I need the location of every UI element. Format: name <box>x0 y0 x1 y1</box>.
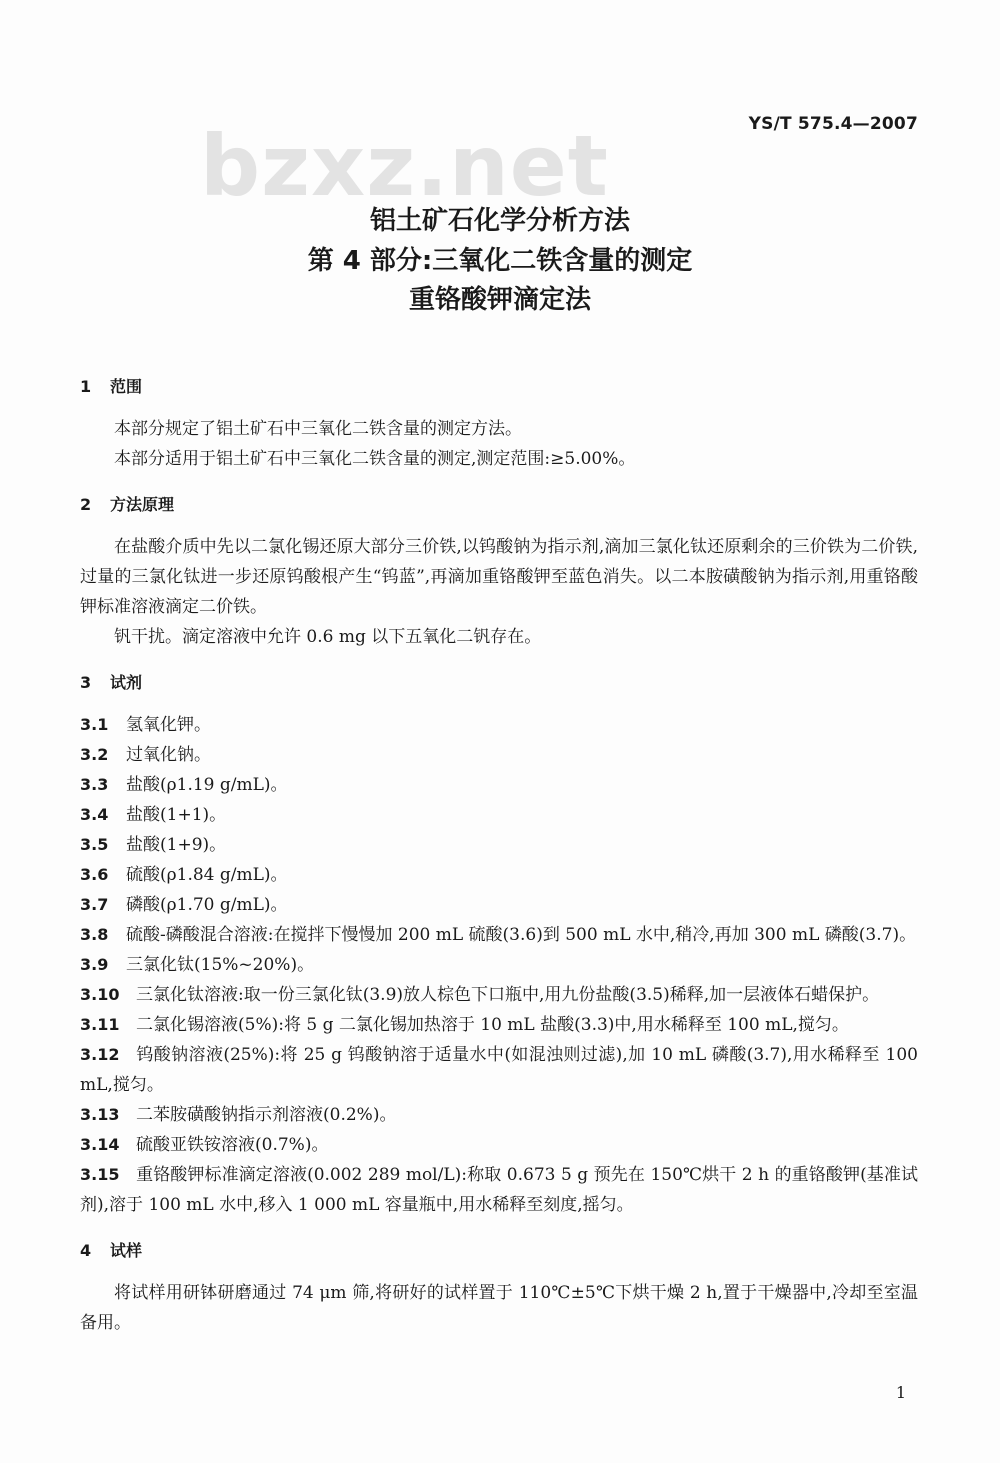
reagent-item <box>80 800 918 830</box>
item-text: 氢氧化钾。 <box>126 715 211 735</box>
standard-number: YS/T 575.4—2007 <box>748 114 918 134</box>
section-title: 范围 <box>110 377 143 396</box>
item-text: 盐酸(1+1)。 <box>126 805 227 825</box>
reagent-item <box>80 770 918 800</box>
section-heading-sample <box>80 1236 918 1266</box>
reagent-item <box>80 1100 918 1130</box>
page-number: 1 <box>895 1383 906 1402</box>
item-number: 3.2 <box>80 745 109 764</box>
item-number: 3.11 <box>80 1015 120 1034</box>
reagent-item <box>80 830 918 860</box>
item-number: 3.6 <box>80 865 109 884</box>
item-text: 三氯化钛溶液:取一份三氯化钛(3.9)放人棕色下口瓶中,用九份盐酸(3.5)稀释,加一层液体石蜡保护。 <box>136 985 880 1005</box>
item-number: 3.13 <box>80 1105 120 1124</box>
paragraph: 在盐酸介质中先以二氯化锡还原大部分三价铁,以钨酸钠为指示剂,滴加三氯化钛还原剩余的三价铁为二价铁,过量的三氯化钛进一步还原钨酸根产生“钨蓝”,再滴加重铬酸钾至蓝色消失。以二本胺磺酸钠为指示剂,用重铬酸钾标准溶液滴定二价铁。 <box>80 537 918 617</box>
section-title: 试样 <box>110 1241 143 1260</box>
section-heading-reagents <box>80 668 918 698</box>
item-number: 3.10 <box>80 985 120 1004</box>
item-text: 钨酸钠溶液(25%):将 25 g 钨酸钠溶于适量水中(如混浊则过滤),加 10 mL 磷酸(3.7),用水稀释至 100 mL,搅匀。 <box>80 1045 918 1095</box>
paragraph: 钒干扰。滴定溶液中允许 0.6 mg 以下五氧化二钒存在。 <box>114 627 542 647</box>
item-text: 磷酸(ρ1.70 g/mL)。 <box>126 895 288 915</box>
section-number: 1 <box>80 377 92 396</box>
section-heading-principle <box>80 490 918 520</box>
item-number: 3.9 <box>80 955 109 974</box>
item-text: 盐酸(1+9)。 <box>126 835 227 855</box>
document-subtitle: 第 4 部分:三氧化二铁含量的测定 <box>307 246 693 276</box>
item-number: 3.5 <box>80 835 109 854</box>
item-number: 3.1 <box>80 715 109 734</box>
reagent-item <box>80 1160 918 1220</box>
reagent-item <box>80 710 918 740</box>
section-title: 方法原理 <box>110 495 175 514</box>
watermark: bzxz.net <box>200 117 609 215</box>
paragraph: 本部分适用于铝土矿石中三氧化二铁含量的测定,测定范围:≥5.00%。 <box>114 449 636 469</box>
item-number: 3.14 <box>80 1135 120 1154</box>
section-title: 试剂 <box>110 673 143 692</box>
reagent-item <box>80 740 918 770</box>
item-text: 硫酸-磷酸混合溶液:在搅拌下慢慢加 200 mL 硫酸(3.6)到 500 mL 水中,稍冷,再加 300 mL 磷酸(3.7)。 <box>126 925 917 945</box>
reagent-item <box>80 890 918 920</box>
document-title: 铝土矿石化学分析方法 <box>369 206 630 236</box>
reagent-item <box>80 860 918 890</box>
item-text: 盐酸(ρ1.19 g/mL)。 <box>126 775 288 795</box>
section-number: 2 <box>80 495 92 514</box>
item-text: 重铬酸钾标准滴定溶液(0.002 289 mol/L):称取 0.673 5 g 预先在 150℃烘干 2 h 的重铬酸钾(基准试剂),溶于 100 mL 水中,移入 1 000 mL 容量瓶中,用水稀释至刻度,摇匀。 <box>80 1165 918 1215</box>
item-text: 二苯胺磺酸钠指示剂溶液(0.2%)。 <box>136 1105 397 1125</box>
item-text: 过氧化钠。 <box>126 745 211 765</box>
item-number: 3.7 <box>80 895 109 914</box>
reagent-item <box>80 1010 918 1040</box>
item-text: 二氯化锡溶液(5%):将 5 g 二氯化锡加热溶于 10 mL 盐酸(3.3)中,用水稀释至 100 mL,搅匀。 <box>136 1015 849 1035</box>
item-text: 三氯化钛(15%~20%)。 <box>126 955 315 975</box>
item-text: 硫酸亚铁铵溶液(0.7%)。 <box>136 1135 329 1155</box>
item-number: 3.12 <box>80 1045 120 1064</box>
item-number: 3.8 <box>80 925 109 944</box>
section-heading-scope <box>80 372 918 402</box>
item-text: 硫酸(ρ1.84 g/mL)。 <box>126 865 288 885</box>
document-method: 重铬酸钾滴定法 <box>408 285 591 315</box>
document-body <box>80 372 918 1338</box>
item-number: 3.3 <box>80 775 109 794</box>
reagent-item <box>80 1040 918 1100</box>
paragraph: 将试样用研钵研磨通过 74 μm 筛,将研好的试样置于 110℃±5℃下烘干燥 2 h,置于干燥器中,冷却至室温备用。 <box>80 1283 918 1333</box>
paragraph: 本部分规定了铝土矿石中三氧化二铁含量的测定方法。 <box>114 419 522 439</box>
reagent-item <box>80 920 918 950</box>
reagent-item <box>80 980 918 1010</box>
reagent-item <box>80 950 918 980</box>
section-number: 4 <box>80 1241 92 1260</box>
reagent-item <box>80 1130 918 1160</box>
item-number: 3.15 <box>80 1165 120 1184</box>
item-number: 3.4 <box>80 805 109 824</box>
section-number: 3 <box>80 673 92 692</box>
